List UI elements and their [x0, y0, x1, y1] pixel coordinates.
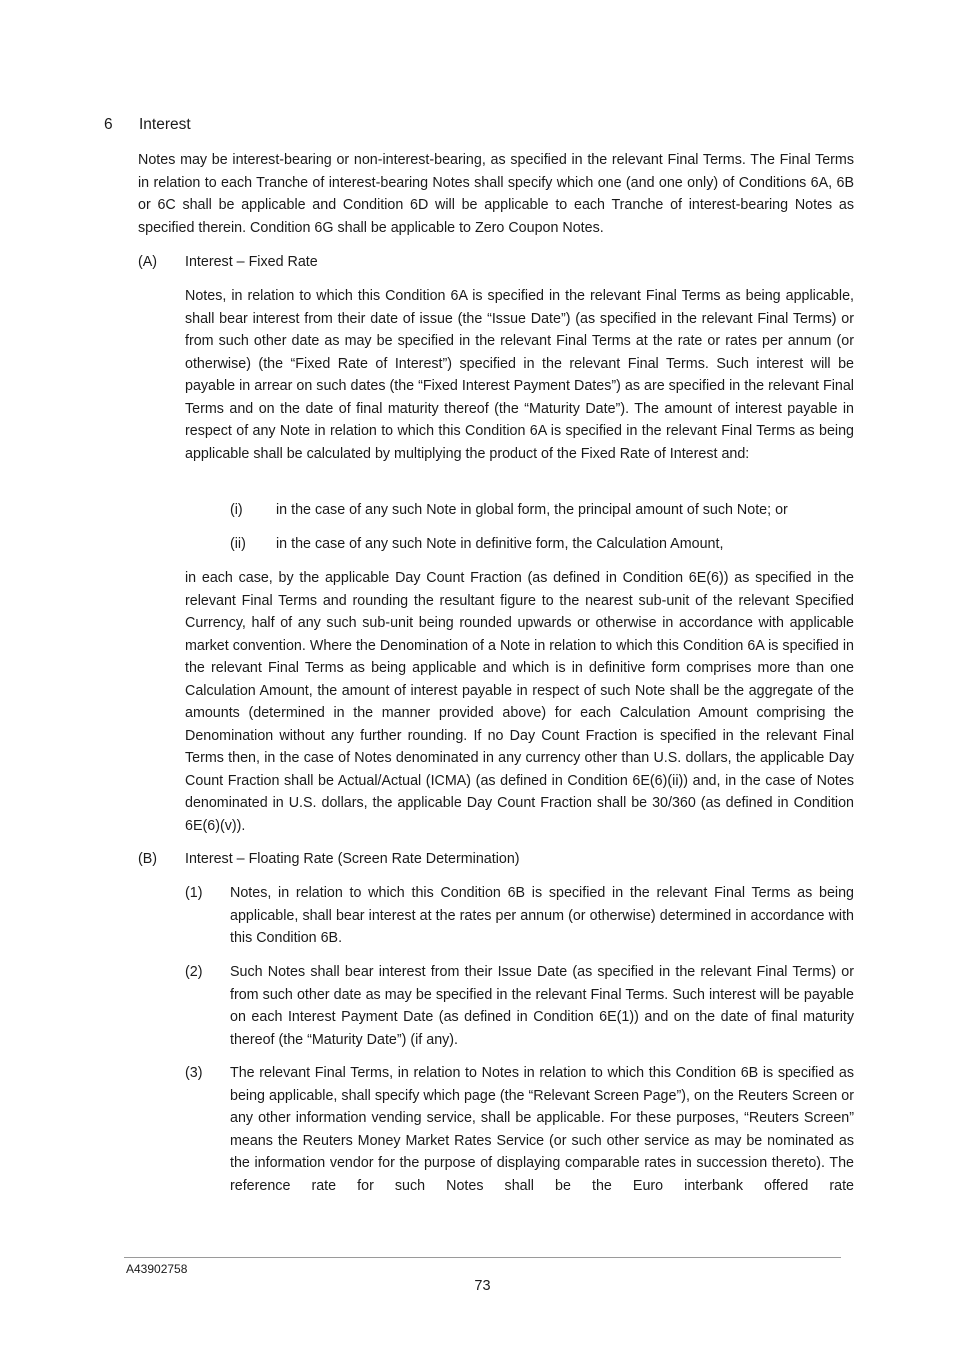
- section-title: Interest: [139, 116, 191, 133]
- list-item-text: Such Notes shall bear interest from their Issue Date (as specified in the relevant Final Terms) or from such other date as may be specified in the relevant Final Terms. Such interest will be payable on each Interest Payment Date (as defined in Condition 6E(1)) and on the date of final maturity thereof (the “Maturity Date”) (if any).: [230, 964, 854, 1048]
- page-number: 73: [474, 1278, 491, 1294]
- list-item-text: The relevant Final Terms, in relation to Notes in relation to which this Condition 6B is specified as being applicable, shall specify which page (the “Relevant Screen Page”), on the Reuters Screen or any other information vending service, shall be applicable. For these purposes, “Reuters Screen” means the Reuters Money Market Rates Service (or such other service as may be nominated as the information vendor for the purpose of displaying comparable rates in succession thereto). The reference rate for such Notes shall be the Euro interbank offered rate: [230, 1065, 854, 1194]
- subsection-b-title: Interest – Floating Rate (Screen Rate Determination): [185, 851, 520, 867]
- subsection-a-label: (A): [138, 254, 158, 270]
- footer-divider: [124, 1257, 841, 1258]
- list-item-text: in the case of any such Note in global form, the principal amount of such Note; or: [276, 502, 788, 518]
- list-item-text: Notes, in relation to which this Condition 6B is specified in the relevant Final Terms as being applicable, shall bear interest at the rates per annum (or otherwise) determined in accordance with this Condition 6B.: [230, 885, 854, 946]
- list-item-text: in the case of any such Note in definitive form, the Calculation Amount,: [276, 536, 724, 552]
- list-item-marker: (2): [185, 964, 203, 980]
- list-item-marker: (3): [185, 1065, 203, 1081]
- section-intro-paragraph: Notes may be interest-bearing or non-interest-bearing, as specified in the relevant Final Terms. The Final Terms in relation to each Tranche of interest-bearing Notes shall specify which one (and one only) of Conditions 6A, 6B or 6C shall be applicable and Condition 6D will be applicable to each Tranche of interest-bearing Notes as specified therein. Condition 6G shall be applicable to Zero Coupon Notes.: [138, 152, 854, 236]
- list-item-marker: (i): [230, 502, 243, 518]
- subsection-a-paragraph-1: Notes, in relation to which this Condition 6A is specified in the relevant Final Terms as being applicable, shall bear interest from their date of issue (the “Issue Date”) (as specified in the relevant Final Terms) or from such other date as may be specified in the relevant Final Terms at the rate or rates per annum (or otherwise) (the “Fixed Rate of Interest”) specified in the relevant Final Terms. Such interest will be payable in arrear on such dates (the “Fixed Interest Payment Dates”) as are specified in the relevant Final Terms and on the date of final maturity thereof (the “Maturity Date”). The amount of interest payable in respect of any Note in relation to which this Condition 6A is specified in the relevant Final Terms as being applicable shall be calculated by multiplying the product of the Fixed Rate of Interest and:: [185, 288, 854, 462]
- list-item-marker: (1): [185, 885, 203, 901]
- document-reference: A43902758: [126, 1262, 188, 1276]
- section-number: 6: [104, 116, 113, 133]
- list-item-marker: (ii): [230, 536, 246, 552]
- subsection-a-title: Interest – Fixed Rate: [185, 254, 318, 270]
- subsection-b-label: (B): [138, 851, 158, 867]
- subsection-a-paragraph-2: in each case, by the applicable Day Count Fraction (as defined in Condition 6E(6)) as specified in the relevant Final Terms and rounding the resultant figure to the nearest sub-unit of the relevant Specified Currency, half of any such sub-unit being rounded upwards or otherwise in accordance with applicable market convention. Where the Denomination of a Note in relation to which this Condition 6A is specified in the relevant Final Terms as being applicable and which is in definitive form comprises more than one Calculation Amount, the amount of interest payable in respect of such Note shall be the aggregate of the amounts (determined in the manner provided above) for each Calculation Amount comprising the Denomination without any further rounding. If no Day Count Fraction is specified in the relevant Final Terms then, in the case of Notes denominated in any currency other than U.S. dollars, the applicable Day Count Fraction shall be Actual/Actual (ICMA) (as defined in Condition 6E(6)(ii)) and, in the case of Notes denominated in U.S. dollars, the applicable Day Count Fraction shall be 30/360 (as defined in Condition 6E(6)(v)).: [185, 570, 854, 834]
